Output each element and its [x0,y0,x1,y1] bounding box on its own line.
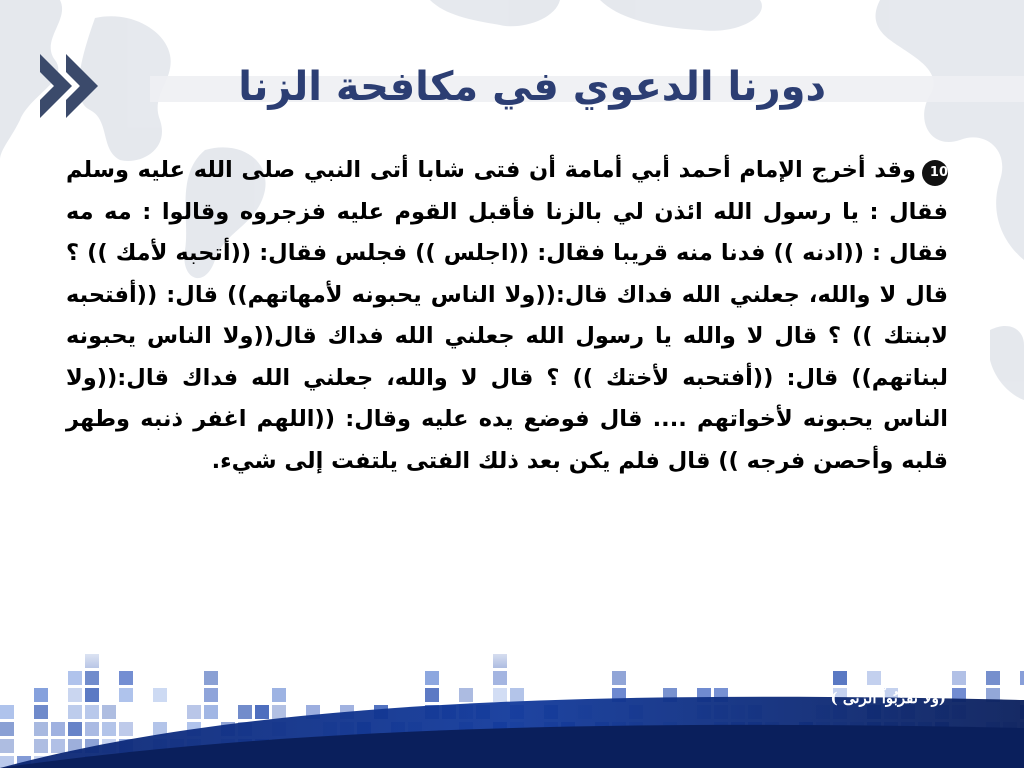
footer-verse: (وَلاَ تَقْرَبُواْ الزِّنَى ) [830,689,946,707]
circled-number-ten-icon: 10 [922,160,948,186]
body-paragraph [66,150,948,620]
paragraph-text: وقد أخرج الإمام أحمد أبي أمامة أن فتى شابا أتى النبي صلى الله عليه وسلم فقال : يا رسول الله ائذن لي بالزنا فأقبل القوم عليه فزجروه وقالوا : مه مه فقال : ((ادنه )) فدنا منه قريبا فقال: ((اجلس )) فجلس فقال: ((أتحبه لأمك )) ؟ قال لا والله، جعلني الله فداك قال:((ولا الناس يحبونه لأمهاتهم)) قال: ((أفتحبه لابنتك )) ؟ قال لا والله يا رسول الله جعلني الله فداك قال((ولا الناس يحبونه لبناتهم)) قال: ((أفتحبه لأختك )) ؟ قال لا والله، جعلني الله فداك قال:((ولا الناس يحبونه لأخواتهم .... قال فوضع يده عليه وقال: ((اللهم اغفر ذنبه وطهر قلبه وأحصن فرجه )) قال فلم يكن بعد ذلك الفتى يلتفت إلى شيء. [66,157,948,474]
page-title: دورنا الدعوي في مكافحة الزنا [238,64,826,110]
double-chevron-right-icon [38,50,104,122]
